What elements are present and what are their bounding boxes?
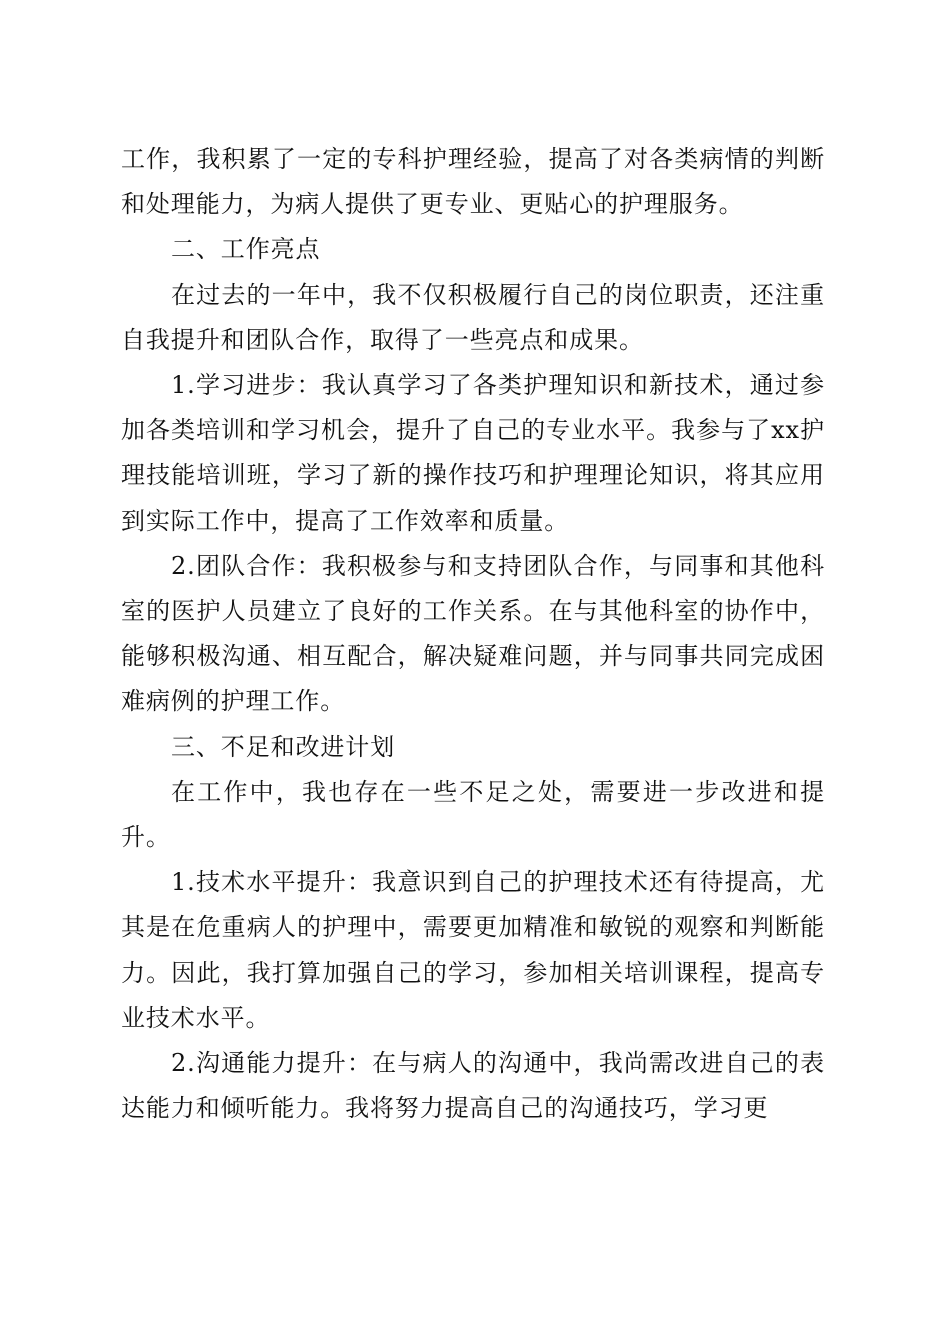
document-body <box>121 137 825 1131</box>
paragraph-communication-skill: 2.沟通能力提升：在与病人的沟通中，我尚需改进自己的表达能力和倾听能力。我将努力提高自己的沟通技巧，学习更 <box>121 1049 825 1123</box>
paragraph-technical-skill: 1.技术水平提升：我意识到自己的护理技术还有待提高，尤其是在危重病人的护理中，需要更加精准和敏锐的观察和判断能力。因此，我打算加强自己的学习，参加相关培训课程，提高专业技术水平。 <box>121 868 825 1032</box>
section-heading-improvement: 三、不足和改进计划 <box>171 732 396 761</box>
paragraph-highlights-intro: 在过去的一年中，我不仅积极履行自己的岗位职责，还注重自我提升和团队合作，取得了一些亮点和成果。 <box>121 280 825 354</box>
paragraph-learning-progress: 1.学习进步：我认真学习了各类护理知识和新技术，通过参加各类培训和学习机会，提升了自己的专业水平。我参与了xx护理技能培训班，学习了新的操作技巧和护理理论知识，将其应用到实际工作中，提高了工作效率和质量。 <box>121 371 825 535</box>
paragraph-teamwork: 2.团队合作：我积极参与和支持团队合作，与同事和其他科室的医护人员建立了良好的工作关系。在与其他科室的协作中，能够积极沟通、相互配合，解决疑难问题，并与同事共同完成困难病例的护理工作。 <box>121 551 825 716</box>
paragraph-improvement-intro: 在工作中，我也存在一些不足之处，需要进一步改进和提升。 <box>121 777 825 852</box>
paragraph-continuation: 工作，我积累了一定的专科护理经验，提高了对各类病情的判断和处理能力，为病人提供了更专业、更贴心的护理服务。 <box>121 145 825 219</box>
section-heading-highlights: 二、工作亮点 <box>171 235 321 264</box>
